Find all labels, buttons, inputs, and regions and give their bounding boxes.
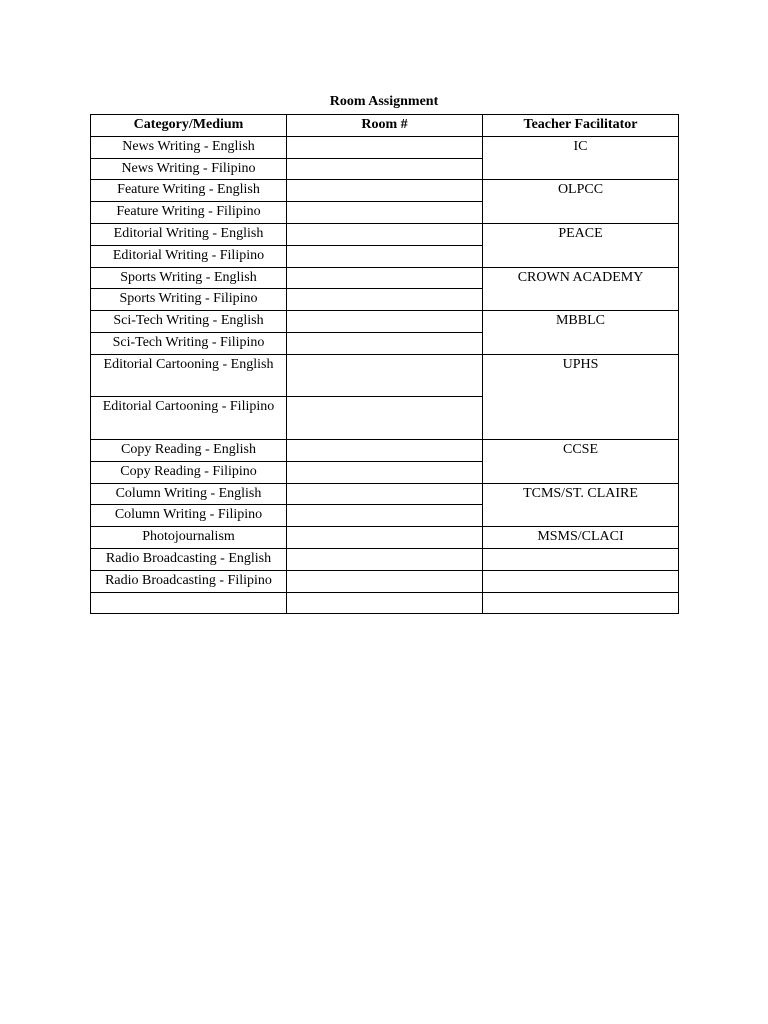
facilitator-cell: CROWN ACADEMY (483, 267, 679, 311)
room-cell (287, 397, 483, 440)
room-cell (287, 439, 483, 461)
category-cell: Copy Reading - Filipino (91, 461, 287, 483)
table-row (91, 136, 679, 158)
table-row (91, 439, 679, 461)
room-cell (287, 223, 483, 245)
category-cell: Editorial Writing - English (91, 223, 287, 245)
category-cell: Copy Reading - English (91, 439, 287, 461)
document-title: Room Assignment (329, 94, 439, 109)
category-cell: Photojournalism (91, 527, 287, 549)
facilitator-cell: TCMS/ST. CLAIRE (483, 483, 679, 527)
facilitator-cell: IC (483, 136, 679, 180)
table-row (91, 223, 679, 245)
room-cell (287, 267, 483, 289)
facilitator-cell: MSMS/CLACI (483, 527, 679, 549)
room-cell (287, 354, 483, 397)
category-cell: Feature Writing - Filipino (91, 202, 287, 224)
room-cell (287, 505, 483, 527)
category-cell: Column Writing - English (91, 483, 287, 505)
room-cell (287, 570, 483, 592)
room-cell (287, 289, 483, 311)
category-cell: Sports Writing - English (91, 267, 287, 289)
table-row (91, 548, 679, 570)
category-cell: Sci-Tech Writing - English (91, 311, 287, 333)
table-row (91, 267, 679, 289)
header-room: Room # (287, 115, 483, 137)
category-cell: Editorial Cartooning - English (91, 354, 287, 397)
room-cell (287, 527, 483, 549)
facilitator-cell (483, 548, 679, 570)
room-cell (287, 158, 483, 180)
category-cell: Feature Writing - English (91, 180, 287, 202)
room-cell (287, 180, 483, 202)
room-cell (287, 311, 483, 333)
category-cell (91, 592, 287, 614)
table-row (91, 311, 679, 333)
facilitator-cell: CCSE (483, 439, 679, 483)
room-cell (287, 548, 483, 570)
room-cell (287, 483, 483, 505)
facilitator-cell: UPHS (483, 354, 679, 439)
category-cell: Column Writing - Filipino (91, 505, 287, 527)
facilitator-cell (483, 592, 679, 614)
room-cell (287, 245, 483, 267)
table-header-row (91, 115, 679, 137)
category-cell: News Writing - English (91, 136, 287, 158)
table-row (91, 527, 679, 549)
table-row (91, 354, 679, 397)
category-cell: Radio Broadcasting - English (91, 548, 287, 570)
room-cell (287, 202, 483, 224)
header-category: Category/Medium (91, 115, 287, 137)
category-cell: Sci-Tech Writing - Filipino (91, 332, 287, 354)
room-cell (287, 592, 483, 614)
table-row (91, 483, 679, 505)
facilitator-cell: PEACE (483, 223, 679, 267)
category-cell: Editorial Writing - Filipino (91, 245, 287, 267)
room-cell (287, 332, 483, 354)
table-row (91, 180, 679, 202)
facilitator-cell: OLPCC (483, 180, 679, 224)
room-cell (287, 136, 483, 158)
category-cell: Sports Writing - Filipino (91, 289, 287, 311)
table-row (91, 570, 679, 592)
facilitator-cell: MBBLC (483, 311, 679, 355)
category-cell: Editorial Cartooning - Filipino (91, 397, 287, 440)
category-cell: Radio Broadcasting - Filipino (91, 570, 287, 592)
table-row (91, 592, 679, 614)
room-cell (287, 461, 483, 483)
facilitator-cell (483, 570, 679, 592)
room-assignment-table (90, 114, 679, 614)
category-cell: News Writing - Filipino (91, 158, 287, 180)
header-facilitator: Teacher Facilitator (483, 115, 679, 137)
